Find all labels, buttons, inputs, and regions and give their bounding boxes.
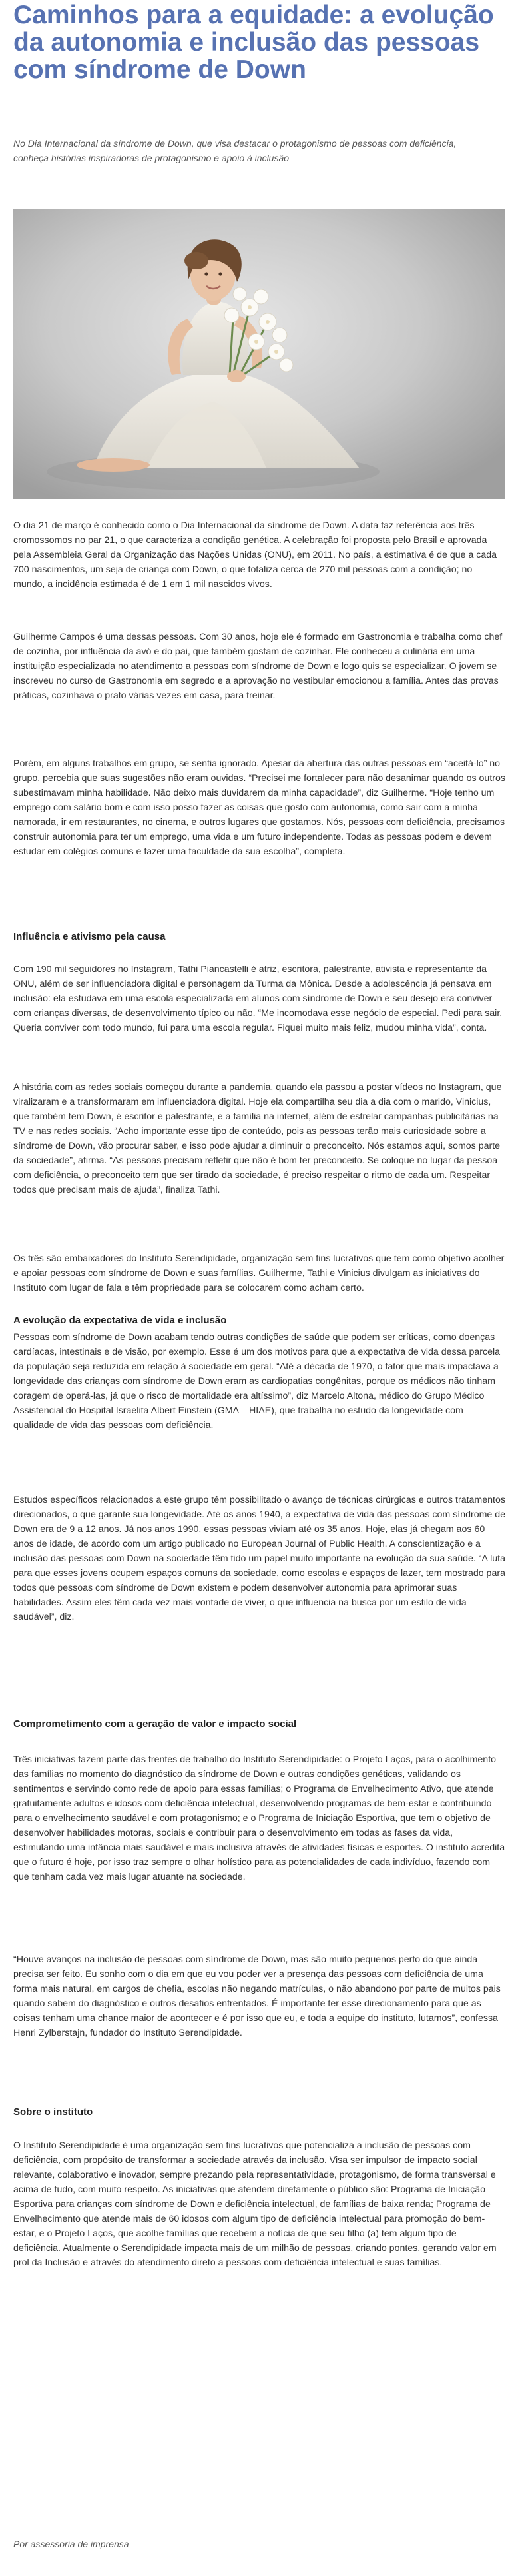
- article-title: Caminhos para a equidade: a evolução da autonomia e inclusão das pessoas com síndrome de Down: [13, 1, 494, 84]
- paragraph-guilherme: Guilherme Campos é uma dessas pessoas. Com 30 anos, hoje ele é formado em Gastronomia e trabalha como chef de cozinha, por influência da avó e do pai, que também gostam de cozinhar. Ele conheceu a culinária em uma instituição especializada no atendimento a pessoas com síndrome de Down e logo quis se especializar. O jovem se inscreveu no curso de Gastronomia em segredo e a aprovação no vestibular emocionou a família. Antes das provas práticas, cozinhava o prato várias vezes em casa, para treinar.: [13, 632, 503, 701]
- hero-image: [13, 209, 505, 499]
- section-heading-influence: Influência e ativismo pela causa: [13, 931, 166, 942]
- hero-illustration: [13, 209, 505, 499]
- section-heading-life-expectancy: A evolução da expectativa de vida e inclusão: [13, 1315, 227, 1326]
- section-heading-about: Sobre o instituto: [13, 2106, 93, 2118]
- paragraph-tathi: Com 190 mil seguidores no Instagram, Tathi Piancastelli é atriz, escritora, palestrante, ativista e representante da ONU, além de ser influenciadora digital e personagem da Turma da Mônica. Desde a adolescência já pensava em inclusão: ela estudava em uma escola especializada em alunos com síndrome de Down e seu desejo era conviver com crianças diversas, de desenvolvimento típico ou não. “Me incomodava esse negócio de especial. Pedi para sair. Queria conviver com todo mundo, fui para uma escola regular. Fiquei muito mais feliz, mudou minha vida”, conta.: [13, 964, 503, 1033]
- paragraph-intro: O dia 21 de março é conhecido como o Dia Internacional da síndrome de Down. A data faz referência aos três cromossomos no par 21, o que caracteriza a condição genética. A celebração foi proposta pelo Brasil e aprovada pela Assembleia Geral da Organização das Nações Unidas (ONU), em 2011. No país, a estimativa é de que a cada 700 nascimentos, um seja de criança com Down, o que totaliza cerca de 270 mil pessoas com a condição; no mundo, a incidência estimada é de 1 em 1 mil nascidos vivos.: [13, 520, 497, 590]
- paragraph-studies: Estudos específicos relacionados a este grupo têm possibilitado o avanço de técnicas cirúrgicas e outros tratamentos direcionados, o que garante sua longevidade. Até os anos 1940, a expectativa de vida das pessoas com síndrome de Down era de 9 a 12 anos. Já nos anos 1990, essas pessoas viviam até os 35 anos. Hoje, elas já chegam aos 60 anos de idade, de acordo com um artigo publicado no European Journal of Public Health. A conscientização e a inclusão das pessoas com Down na sociedade têm tido um papel muito importante na evolução da sua saúde. “A luta para que esses jovens ocupem espaços comuns da sociedade, como escolas e espaços de lazer, tem mostrado para todos que pessoas com síndrome de Down existem e podem desenvolver autonomia para aprimorar suas habilidades. Assim eles têm cada vez mais vontade de viver, o que influencia na busca por um estilo de vida saudável”, diz.: [13, 1495, 506, 1622]
- paragraph-health: Pessoas com síndrome de Down acabam tendo outras condições de saúde que podem ser críticas, como doenças cardíacas, intestinais e de visão, por exemplo. Esse é um dos motivos para que a expectativa de vida dessa parcela da população seja reduzida em relação à sociedade em geral. “Até a década de 1970, o fator que mais impactava a longevidade das crianças com síndrome de Down eram as cardiopatias congênitas, porque os médicos não tinham coragem de operá-las, já que o risco de mortalidade era altíssimo”, diz Marcelo Altona, médico do Grupo Médico Assistencial do Hospital Israelita Albert Einstein (GMA – HIAE), que trabalha no estudo da longevidade com qualidade de vida das pessoas com deficiência.: [13, 1332, 501, 1431]
- paragraph-initiatives: Três iniciativas fazem parte das frentes de trabalho do Instituto Serendipidade: o Projeto Laços, para o acolhimento das famílias no momento do diagnóstico da síndrome de Down e outras condições genéticas, validando os sentimentos e servindo como rede de apoio para essas famílias; o Programa de Envelhecimento Ativo, que atende gratuitamente adultos e idosos com deficiência intelectual, desenvolvendo programas de bem-estar e contribuindo para o envelhecimento saudável e com protagonismo; e o Programa de Iniciação Esportiva, que tem o objetivo de desenvolver habilidades motoras, sociais e contribuir para o desenvolvimento em todas as fases da vida, estimulando uma infância mais saudável e mais inclusiva através de atividades físicas e esportes. O instituto acredita que o futuro é hoje, por isso traz sempre o olhar holístico para as potencialidades de cada indivíduo, fazendo com que tenham cada vez mais lugar atuante na sociedade.: [13, 1754, 505, 1882]
- section-heading-commitment: Comprometimento com a geração de valor e impacto social: [13, 1718, 297, 1730]
- paragraph-ambassadors: Os três são embaixadores do Instituto Serendipidade, organização sem fins lucrativos que tem como objetivo acolher e apoiar pessoas com síndrome de Down e suas famílias. Guilherme, Tathi e Vinicius divulgam as iniciativas do Instituto com lugar de fala e têm propriedade para se colocarem como acham certo.: [13, 1253, 505, 1293]
- paragraph-founder-quote: “Houve avanços na inclusão de pessoas com síndrome de Down, mas são muito pequenos perto do que ainda precisa ser feito. Eu sonho com o dia em que eu vou poder ver a presença das pessoas com deficiência de uma forma mais natural, em cargos de chefia, escolas não negando matrículas, o não abandono por parte de muitos pais quando sabem do diagnóstico e outros desafios enfrentados. É importante ter esse direcionamento para que as coisas tenham uma chance maior de acontecer e é por isso que eu, e toda a equipe do instituto, lutamos”, confessa Henri Zylberstajn, fundador do Instituto Serendipidade.: [13, 1954, 501, 2038]
- paragraph-about-institute: O Instituto Serendipidade é uma organização sem fins lucrativos que potencializa a inclusão de pessoas com deficiência, com propósito de transformar a sociedade através da inclusão. Visa ser impulsor de impacto social relevante, colaborativo e inovador, sempre prezando pela representatividade, protagonismo, de forma transversal e acima de tudo, com muito respeito. As iniciativas que atendem diretamente o público são: Programa de Iniciação Esportiva para crianças com síndrome de Down e deficiência intelectual, de famílias de baixa renda; Programa de Envelhecimento que atende mais de 60 idosos com algum tipo de deficiência intelectual para promoção do bem-estar, e o Projeto Laços, que acolhe famílias que recebem a notícia de que seu filho (a) tem algum tipo de deficiência. Atualmente o Serendipidade impacta mais de um milhão de pessoas, criando pontes, gerando valor em prol da Inclusão e através do atendimento direto a pessoas com deficiência intelectual e suas famílias.: [13, 2140, 497, 2268]
- article-lead: No Dia Internacional da síndrome de Down, que visa destacar o protagonismo de pessoas com deficiência, conheça histórias inspiradoras de protagonismo e apoio à inclusão: [13, 138, 457, 163]
- press-credit: Por assessoria de imprensa: [13, 2539, 129, 2549]
- paragraph-social-media: A história com as redes sociais começou durante a pandemia, quando ela passou a postar vídeos no Instagram, que viralizaram e a transformaram em influenciadora digital. Hoje ela compartilha seu dia a dia com o marido, Vinicius, que também tem Down, é escritor e palestrante, e a família na internet, além de estrelar campanhas publicitárias na TV e nas redes sociais. “Acho importante esse tipo de conteúdo, pois as pessoas terão mais curiosidade sobre a síndrome de Down, vão procurar saber, e isso pode ajudar a diminuir o preconceito. Nós estamos aqui, somos parte da sociedade”, afirma. “As pessoas precisam refletir que não é bom ter preconceito. Se coloque no lugar da pessoa com deficiência, o preconceito tem que ser tirado da sociedade, é preciso respeitar o ritmo de cada um. Respeitar todos que precisam mais de ajuda”, finaliza Tathi.: [13, 1082, 502, 1195]
- paragraph-guilherme-quote: Porém, em alguns trabalhos em grupo, se sentia ignorado. Apesar da abertura das outras pessoas em “aceitá-lo” no grupo, percebia que suas sugestões não eram ouvidas. “Precisei me fortalecer para não desanimar quando os outros subestimavam minha habilidade. Não deixo mais duvidarem da minha capacidade”, diz Guilherme. “Hoje tenho um emprego com salário bom e com isso posso fazer as coisas que gosto com autonomia, como sair com a minha namorada, ir em restaurantes, no cinema, e outros lugares que gostamos. Nós, pessoas com deficiência, precisamos construir autonomia para ter um emprego, uma vida e um futuro independente. Todas as pessoas podem e devem estudar em colégios comuns e fazer uma faculdade da sua escolha”, completa.: [13, 758, 505, 857]
